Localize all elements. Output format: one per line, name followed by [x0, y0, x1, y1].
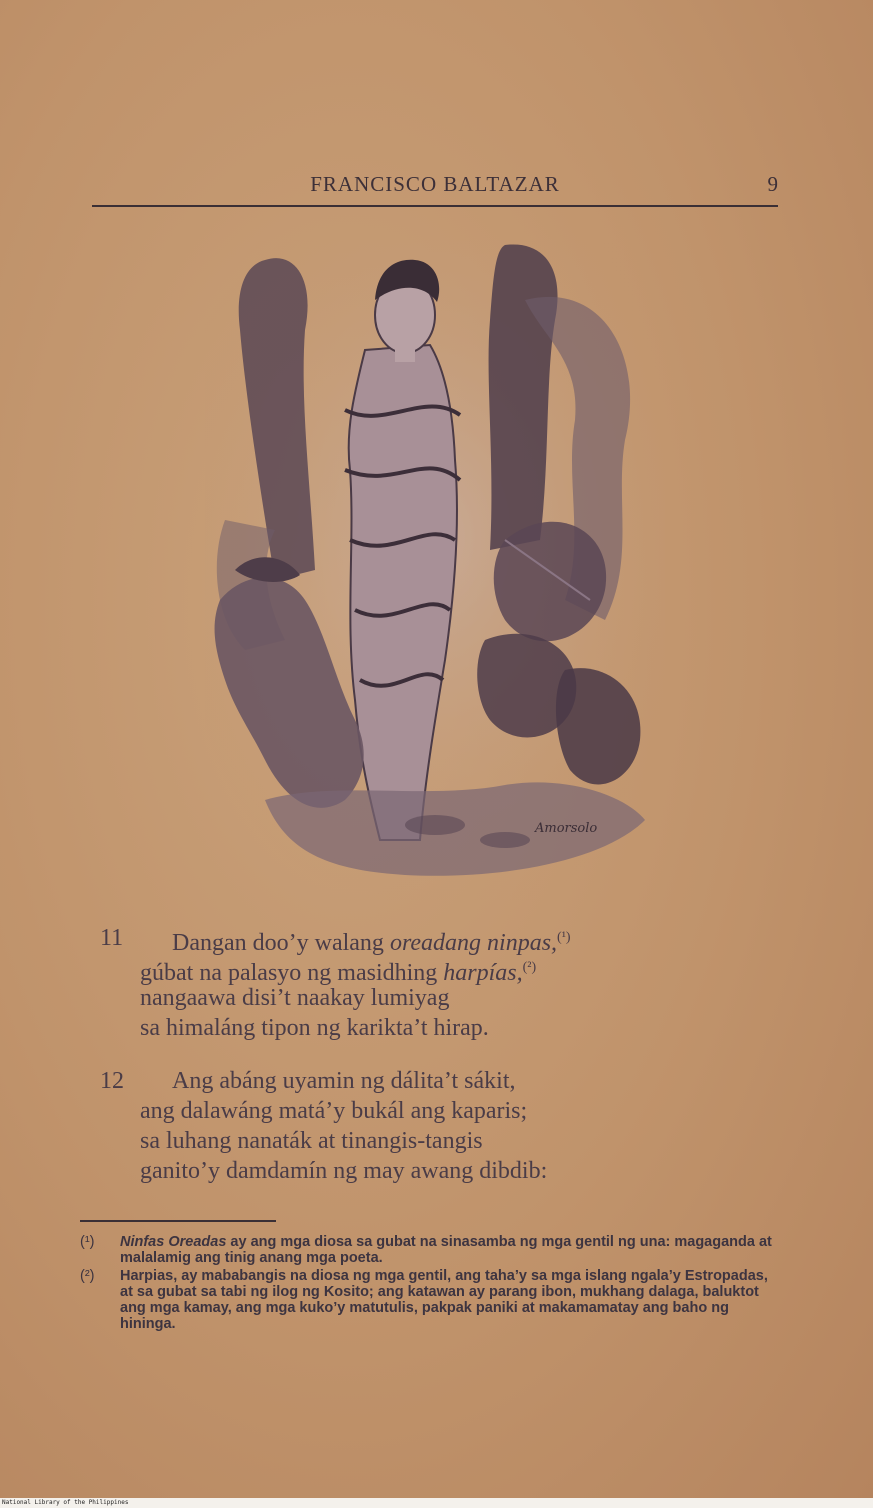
stanza-12 [100, 1066, 780, 1186]
artist-signature: Amorsolo [535, 821, 598, 836]
header-rule [92, 205, 778, 207]
verse-line: Ang abáng uyamin ng dálita’t sákit, [172, 1068, 516, 1094]
verse-line: sa himaláng tipon ng karikta’t hirap. [140, 1015, 489, 1041]
stanza-number: 11 [100, 925, 124, 951]
footnote-2: (²) Harpias, ay mababangis na diosa ng mga gentil, ang taha’y sa mga islang ngala’y Estropadas, at sa gubat sa tabi ng ilog ng Kosito; ang katawan ay parang ibon, mukhang dalaga, baluktot ang mga kamay, ang mga kuko’y matutulis, pakpak paniki at makamamatay ang baho ng hininga. [80, 1268, 768, 1332]
footnote-1: (¹) Ninfas Oreadas ay ang mga diosa sa gubat na sinasamba ng mga gentil ng una: magaganda at malalamig ang tinig anang mga poeta. [80, 1234, 772, 1266]
running-head [92, 172, 778, 204]
footnote-mark: (²) [80, 1268, 95, 1284]
scan-credit-band [0, 1498, 873, 1508]
stanza-11 [100, 923, 780, 1043]
verse-line: nangaawa disi’t naakay lumiyag [140, 985, 450, 1011]
stanza-number: 12 [100, 1068, 124, 1094]
verse-line: gúbat na palasyo ng masidhing harpías,$^{(^2)}$ [140, 960, 537, 986]
footnote-mark: (¹) [80, 1234, 95, 1250]
verse-line: ang dalawáng matá’y bukál ang kaparis; [140, 1098, 528, 1124]
verse-line: ganito’y damdamín ng may awang dibdib: [140, 1158, 548, 1184]
verse-line: sa luhang nanaták at tinangis-tangis [140, 1128, 483, 1154]
verse-line: Dangan doo’y walang oreadang ninpas,$^{(^1)}$ [172, 930, 571, 956]
footnotes [80, 1234, 780, 1334]
footnote-rule [80, 1220, 276, 1222]
running-title: FRANCISCO BALTAZAR [310, 172, 560, 196]
forest-illustration [205, 240, 665, 900]
page-number: 9 [767, 172, 778, 196]
scan-credit: National Library of the Philippines [2, 1499, 129, 1506]
